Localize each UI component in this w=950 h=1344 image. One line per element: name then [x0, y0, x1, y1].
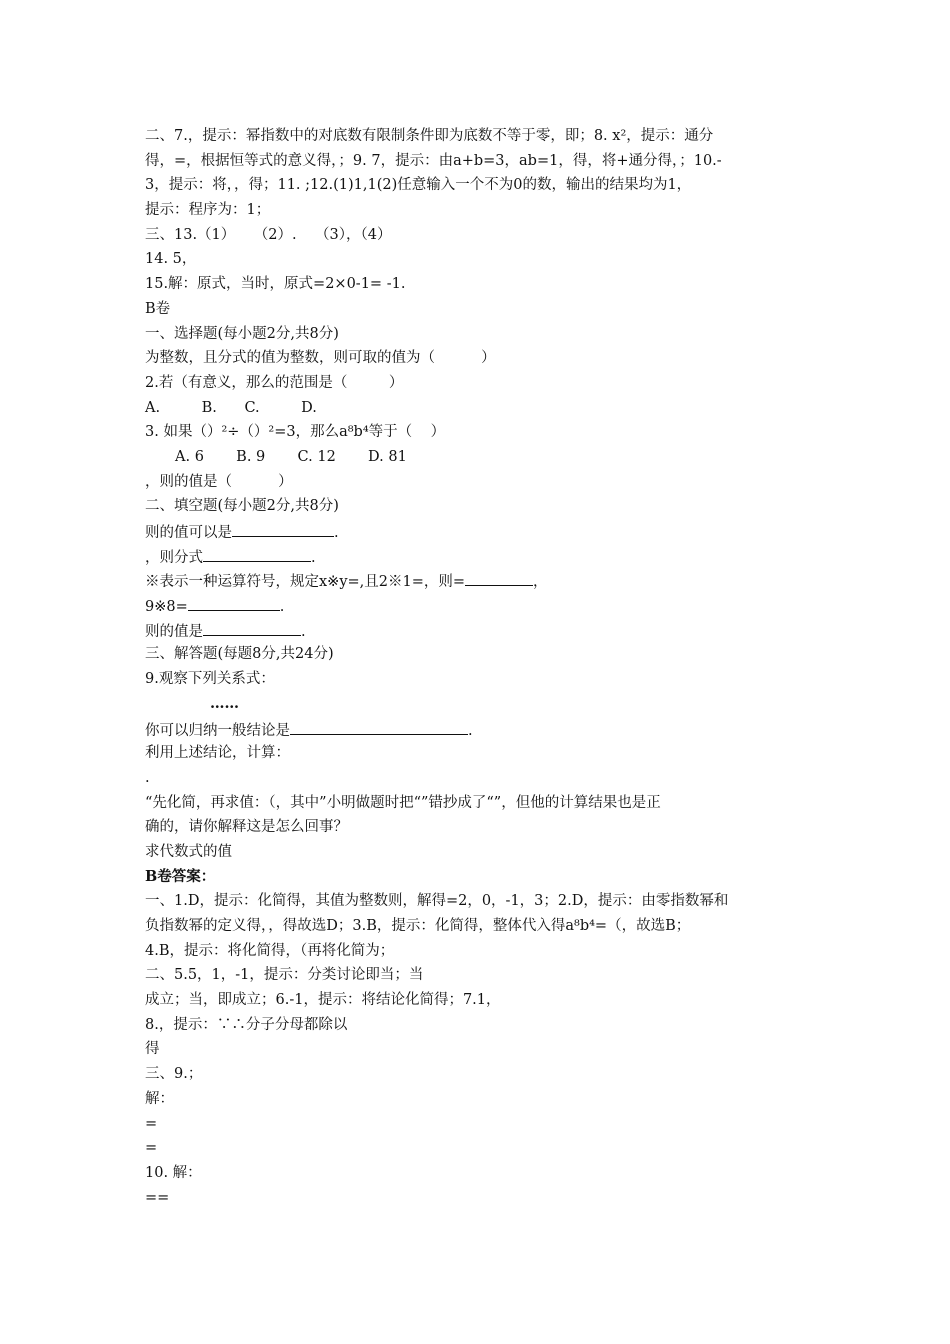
document-page — [145, 124, 815, 1210]
section-heading: B卷 — [145, 300, 171, 317]
answer-blank — [290, 717, 468, 735]
answer-blank — [188, 593, 280, 611]
text-line: 14. 5， — [145, 251, 197, 268]
question-text: 你可以归纳一般结论是 — [145, 722, 290, 739]
text-line: 3，提示：将，，得；11. ;12.(1)1,1(2)任意输入一个不为0的数，输出的结果均为1， — [145, 177, 692, 194]
answer-blank — [465, 568, 533, 586]
answer-line: 成立；当，即成立；6.-1，提示：将结论化简得；7.1， — [145, 992, 501, 1009]
answer-line: 4.B，提示：将化简得，（再将化简为； — [145, 942, 395, 959]
question-line: 3. 如果（）²÷（）²=3，那么a⁸b⁴等于（ ） — [145, 424, 446, 441]
text-line: 二、7.，提示：幂指数中的对底数有限制条件即为底数不等于零，即；8. x²，提示：通分 — [145, 128, 714, 144]
options-line: A. B. C. D. — [145, 399, 317, 416]
answer-line: = — [145, 1140, 158, 1157]
question-line: 确的，请你解释这是怎么回事？ — [145, 819, 348, 836]
question-text: 9※8= — [145, 599, 188, 616]
fill-question: 9※8= . — [145, 593, 815, 618]
answer-line: 得 — [145, 1041, 160, 1058]
answer-line: 三、9.； — [145, 1066, 203, 1083]
question-text: ，则分式 — [145, 549, 203, 566]
question-line: “先化简，再求值：（，其中”小明做题时把“”错抄成了“”，但他的计算结果也是正 — [145, 794, 661, 811]
answer-line: 8.，提示：∵∴分子分母都除以 — [145, 1016, 348, 1033]
answer-line: 10. 解： — [145, 1164, 202, 1181]
fill-question: 则的值可以是 . — [145, 519, 815, 544]
answer-heading: B卷答案： — [145, 867, 216, 885]
answer-line: == — [145, 1189, 170, 1206]
section-heading: 一、选择题(每小题2分,共8分) — [145, 325, 339, 342]
answer-blank — [232, 519, 334, 537]
question-line: 9.观察下列关系式： — [145, 671, 275, 688]
question-line: 为整数，且分式的值为整数，则可取的值为（ ） — [145, 350, 496, 367]
question-line: 求代数式的值 — [145, 843, 232, 860]
question-line: ，则的值是（ ） — [145, 473, 293, 490]
question-text: 则的值是 — [145, 623, 203, 640]
text-line: 提示：程序为：1； — [145, 202, 271, 219]
question-text: 则的值可以是 — [145, 525, 232, 541]
text-line: . — [145, 769, 150, 786]
fill-question: ，则分式 . — [145, 544, 815, 569]
section-heading: 二、填空题(每小题2分,共8分) — [145, 498, 339, 515]
text-line: 三、13.（1） （2）. （3），（4） — [145, 226, 392, 243]
section-heading: 三、解答题(每题8分,共24分) — [145, 646, 334, 663]
answer-line: 解： — [145, 1090, 174, 1107]
fill-question: 则的值是 . — [145, 618, 815, 643]
answer-blank — [203, 544, 311, 562]
question-line: 利用上述结论，计算： — [145, 745, 290, 762]
answer-line: = — [145, 1115, 158, 1132]
question-text: ※表示一种运算符号，规定x※y=,且2※1=，则= — [145, 574, 466, 591]
fill-question: ※表示一种运算符号，规定x※y=,且2※1=，则= ， — [145, 568, 815, 593]
answer-blank — [203, 618, 301, 636]
answer-line: 一、1.D，提示：化简得，其值为整数则，解得=2，0，-1，3；2.D，提示：由零指数幂和 — [145, 893, 729, 910]
text-line: 15.解：原式，当时，原式=2×0-1= -1. — [145, 276, 406, 293]
question-line: 2.若（有意义，那么的范围是（ ） — [145, 374, 404, 391]
answer-line: 二、5.5，1，-1，提示：分类讨论即当；当 — [145, 967, 424, 984]
text-line: 得，=，根据恒等式的意义得，；9. 7，提示：由a+b=3，ab=1，得，将+通分得，；10.- — [145, 152, 722, 169]
answer-line: 负指数幂的定义得，，得故选D；3.B，提示：化简得，整体代入得a⁸b⁴=（，故选B； — [145, 918, 691, 934]
ellipsis-line: …… — [210, 694, 239, 712]
options-line: A. 6 B. 9 C. 12 D. 81 — [175, 448, 407, 465]
fill-question: 你可以归纳一般结论是 . — [145, 717, 815, 742]
